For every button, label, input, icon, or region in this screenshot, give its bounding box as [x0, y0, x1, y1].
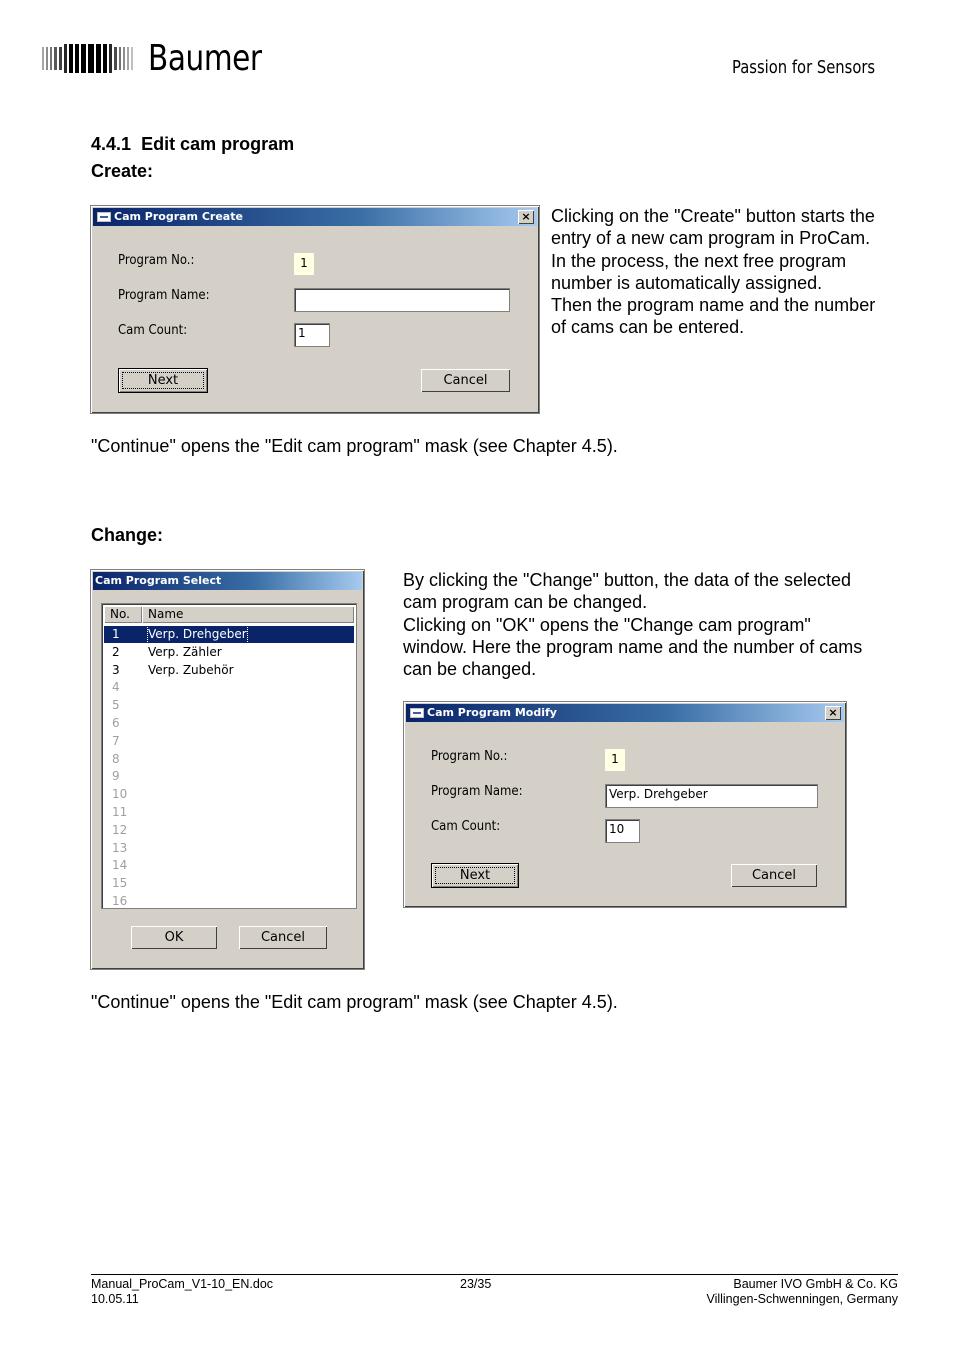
footer-page: 23/35	[460, 1277, 492, 1291]
cancel-button[interactable]	[238, 925, 328, 950]
change-desc-line: window. Here the program name and the number of cams	[403, 636, 863, 657]
program-name-input[interactable]: Verp. Drehgeber	[605, 784, 818, 808]
list-item-no: 13	[112, 840, 128, 855]
dialog-titlebar	[93, 572, 362, 590]
create-desc-line: In the process, the next free program	[551, 250, 847, 271]
create-description	[551, 205, 911, 339]
list-item-name: Verp. Drehgeber	[148, 627, 247, 641]
cancel-button-label: Cancel	[443, 373, 488, 388]
list-item-no: 10	[112, 787, 128, 802]
dialog-title: Cam Program Modify	[427, 706, 557, 719]
list-item-name: Verp. Zubehör	[148, 662, 234, 677]
cam-count-label: Cam Count:	[431, 819, 501, 834]
list-item[interactable]	[104, 644, 354, 661]
list-item[interactable]	[104, 840, 354, 857]
program-no-label: Program No.:	[431, 749, 508, 764]
list-item-no: 8	[112, 751, 120, 766]
list-item-no: 16	[112, 894, 128, 908]
dialog-titlebar	[406, 704, 844, 722]
program-name-label: Program Name:	[118, 288, 210, 303]
app-icon	[410, 708, 424, 718]
dialog-title: Cam Program Select	[95, 574, 222, 587]
change-desc-line: can be changed.	[403, 659, 537, 680]
change-desc-line: By clicking the "Change" button, the data of the selected	[403, 570, 852, 590]
list-item-no: 6	[112, 716, 120, 730]
footer-company: Baumer IVO GmbH & Co. KG	[733, 1277, 898, 1291]
program-no-value: 1	[294, 253, 314, 275]
cam-count-input[interactable]: 1	[294, 323, 330, 347]
list-item[interactable]	[104, 679, 354, 696]
baumer-logo-icon	[42, 44, 135, 73]
list-item[interactable]	[104, 733, 354, 750]
list-item[interactable]	[104, 875, 354, 892]
list-item[interactable]	[104, 715, 354, 732]
list-item[interactable]	[104, 857, 354, 874]
section-heading	[91, 134, 294, 155]
create-desc-line: of cams can be entered.	[551, 317, 745, 338]
cam-program-select-dialog	[90, 569, 365, 970]
program-no-label: Program No.:	[118, 253, 195, 268]
tagline: Passion for Sensors	[732, 57, 876, 78]
footer-right	[706, 1277, 898, 1307]
change-desc-line: Clicking on "OK" opens the "Change cam program"	[403, 614, 811, 635]
create-desc-line: number is automatically assigned.	[551, 272, 823, 293]
ok-button[interactable]	[130, 925, 218, 950]
program-list[interactable]	[101, 603, 357, 909]
footer-date: 10.05.11	[91, 1292, 139, 1306]
change-heading: Change:	[91, 525, 163, 545]
list-item-no: 5	[112, 698, 120, 713]
list-item-no: 4	[112, 680, 120, 695]
section-title: Edit cam program	[141, 134, 295, 154]
list-item[interactable]	[104, 786, 354, 803]
footer-divider	[91, 1274, 898, 1275]
column-header-name[interactable]: Name	[142, 606, 354, 623]
change-desc-line: cam program can be changed.	[403, 592, 648, 613]
ok-button-label: OK	[164, 930, 184, 945]
list-item-no: 3	[112, 662, 120, 677]
list-item[interactable]	[104, 768, 354, 785]
create-desc-line: Clicking on the "Create" button starts the	[551, 206, 875, 226]
list-item[interactable]	[104, 626, 354, 643]
cancel-button-label: Cancel	[751, 868, 797, 883]
column-header-no[interactable]: No.	[104, 606, 142, 623]
list-item[interactable]	[104, 822, 354, 839]
list-item-no: 2	[112, 644, 120, 659]
create-continue-note: "Continue" opens the "Edit cam program" mask (see Chapter 4.5).	[91, 436, 618, 456]
change-continue-note: "Continue" opens the "Edit cam program" mask (see Chapter 4.5).	[91, 992, 618, 1012]
list-item[interactable]	[104, 804, 354, 821]
dialog-titlebar	[93, 208, 537, 226]
next-button[interactable]	[431, 863, 519, 888]
create-desc-line: entry of a new cam program in ProCam.	[551, 228, 871, 249]
footer-file: Manual_ProCam_V1-10_EN.doc	[91, 1277, 274, 1291]
cancel-button[interactable]	[420, 368, 511, 393]
footer-left	[91, 1277, 273, 1307]
next-button-label: Next	[459, 868, 491, 883]
program-name-input[interactable]	[294, 288, 510, 312]
change-description	[403, 569, 913, 680]
brand-name: Baumer	[148, 38, 262, 79]
list-item[interactable]	[104, 697, 354, 714]
next-button[interactable]	[118, 368, 208, 393]
next-button-label: Next	[147, 373, 179, 388]
footer-location: Villingen-Schwenningen, Germany	[706, 1292, 898, 1306]
cam-program-modify-dialog	[403, 701, 847, 908]
list-item[interactable]	[104, 893, 354, 909]
dialog-title: Cam Program Create	[114, 210, 243, 223]
close-button[interactable]: ×	[518, 210, 534, 224]
cancel-button[interactable]	[730, 863, 818, 888]
cam-count-input[interactable]: 10	[605, 819, 640, 843]
cancel-button-label: Cancel	[260, 930, 306, 945]
create-heading: Create:	[91, 161, 154, 181]
create-desc-line: Then the program name and the number	[551, 295, 876, 316]
list-item-no: 1	[112, 627, 120, 641]
list-item-no: 14	[112, 858, 128, 873]
list-item[interactable]	[104, 751, 354, 768]
list-item-no: 12	[112, 822, 128, 837]
cam-program-create-dialog	[90, 205, 540, 414]
list-item-no: 9	[112, 769, 120, 784]
close-button[interactable]: ×	[825, 706, 841, 720]
list-item-no: 7	[112, 733, 120, 748]
list-item-no: 15	[112, 876, 128, 891]
section-number: 4.4.1	[91, 134, 132, 154]
list-item[interactable]	[104, 662, 354, 679]
list-item-no: 11	[112, 805, 128, 819]
program-name-label: Program Name:	[431, 784, 523, 799]
program-no-value: 1	[605, 749, 625, 771]
app-icon	[97, 212, 111, 222]
list-item-name: Verp. Zähler	[148, 644, 222, 659]
cam-count-label: Cam Count:	[118, 323, 188, 338]
